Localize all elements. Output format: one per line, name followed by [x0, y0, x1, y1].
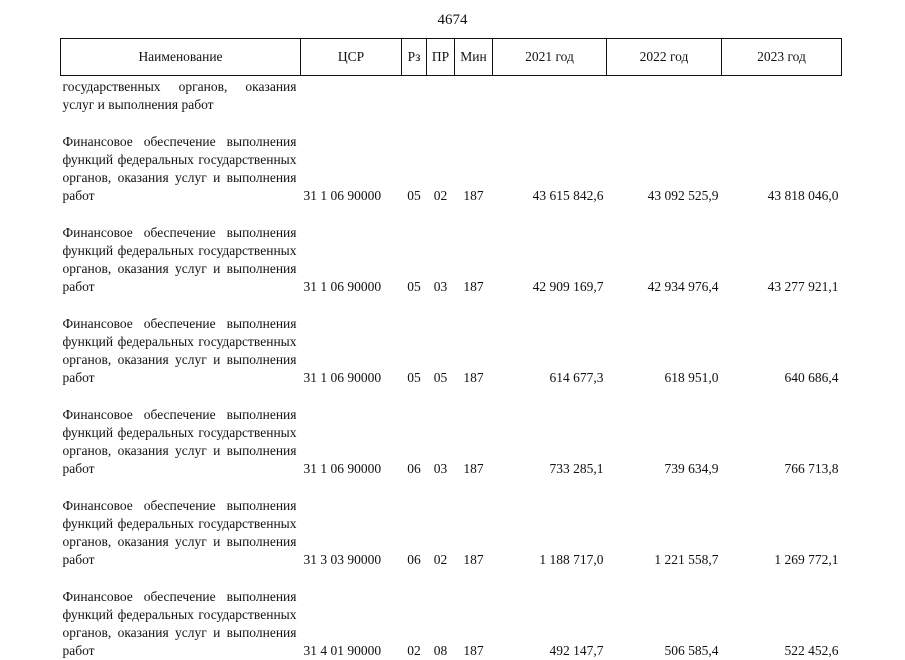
- row-rz: 06: [407, 461, 421, 476]
- row-2023: 43 277 921,1: [767, 279, 839, 294]
- row-csr: 31 1 06 90000: [303, 370, 382, 385]
- row-2021: 1 188 717,0: [539, 552, 604, 567]
- row-2021: 42 909 169,7: [532, 279, 604, 294]
- row-name: Финансовое обеспечение выполнения функций федеральных государственных органов, оказания услуг и выполнения работ: [62, 589, 297, 658]
- row-name: Финансовое обеспечение выполнения функций федеральных государственных органов, оказания услуг и выполнения работ: [62, 134, 297, 203]
- table-row: [61, 569, 842, 660]
- row-name: Финансовое обеспечение выполнения функций федеральных государственных органов, оказания услуг и выполнения работ: [62, 407, 297, 476]
- row-csr: 31 1 06 90000: [303, 279, 382, 294]
- row-pr: 08: [433, 643, 448, 658]
- header-min: Мин: [455, 39, 493, 76]
- row-2022: 506 585,4: [664, 643, 719, 658]
- row-rz: 02: [407, 643, 421, 658]
- row-2021: 43 615 842,6: [532, 188, 604, 203]
- row-pr: 05: [433, 370, 448, 385]
- row-2023: 522 452,6: [784, 643, 839, 658]
- row-2022: 43 092 525,9: [647, 188, 719, 203]
- row-min: 187: [463, 279, 484, 294]
- row-min: 187: [463, 552, 484, 567]
- row-min: 187: [463, 643, 484, 658]
- row-csr: 31 1 06 90000: [303, 188, 382, 203]
- row-name: Финансовое обеспечение выполнения функций федеральных государственных органов, оказания услуг и выполнения работ: [62, 316, 297, 385]
- header-rz: Рз: [402, 39, 427, 76]
- table-row: [61, 114, 842, 205]
- table-row: [61, 205, 842, 296]
- row-2023: 766 713,8: [784, 461, 839, 476]
- row-2023: 43 818 046,0: [767, 188, 839, 203]
- row-rz: 05: [407, 188, 421, 203]
- row-csr: 31 3 03 90000: [303, 552, 382, 567]
- table-row: [61, 478, 842, 569]
- continuation-row: [61, 76, 842, 115]
- row-2023: 640 686,4: [784, 370, 839, 385]
- row-pr: 02: [433, 188, 448, 203]
- header-pr: ПР: [427, 39, 455, 76]
- row-rz: 05: [407, 279, 421, 294]
- row-2021: 492 147,7: [549, 643, 604, 658]
- header-2023: 2023 год: [722, 39, 842, 76]
- table-row: [61, 387, 842, 478]
- row-csr: 31 1 06 90000: [303, 461, 382, 476]
- row-2022: 739 634,9: [664, 461, 719, 476]
- row-2021: 733 285,1: [549, 461, 604, 476]
- continuation-text: государственных органов, оказания услуг и выполнения работ: [62, 79, 297, 112]
- row-pr: 02: [433, 552, 448, 567]
- row-rz: 06: [407, 552, 421, 567]
- row-2021: 614 677,3: [549, 370, 604, 385]
- row-min: 187: [463, 461, 484, 476]
- row-2023: 1 269 772,1: [774, 552, 839, 567]
- row-name: Финансовое обеспечение выполнения функций федеральных государственных органов, оказания услуг и выполнения работ: [62, 225, 297, 294]
- header-2022: 2022 год: [607, 39, 722, 76]
- row-2022: 1 221 558,7: [654, 552, 719, 567]
- row-csr: 31 4 01 90000: [303, 643, 382, 658]
- page-number: 4674: [437, 12, 468, 28]
- table-row: [61, 296, 842, 387]
- row-rz: 05: [407, 370, 421, 385]
- row-min: 187: [463, 188, 484, 203]
- header-row: [61, 39, 842, 76]
- budget-table: [60, 38, 842, 660]
- row-name: Финансовое обеспечение выполнения функций федеральных государственных органов, оказания услуг и выполнения работ: [62, 498, 297, 567]
- header-name: Наименование: [61, 39, 301, 76]
- row-min: 187: [463, 370, 484, 385]
- header-csr: ЦСР: [301, 39, 402, 76]
- header-2021: 2021 год: [493, 39, 607, 76]
- row-2022: 42 934 976,4: [647, 279, 719, 294]
- row-2022: 618 951,0: [664, 370, 719, 385]
- row-pr: 03: [433, 279, 448, 294]
- row-pr: 03: [433, 461, 448, 476]
